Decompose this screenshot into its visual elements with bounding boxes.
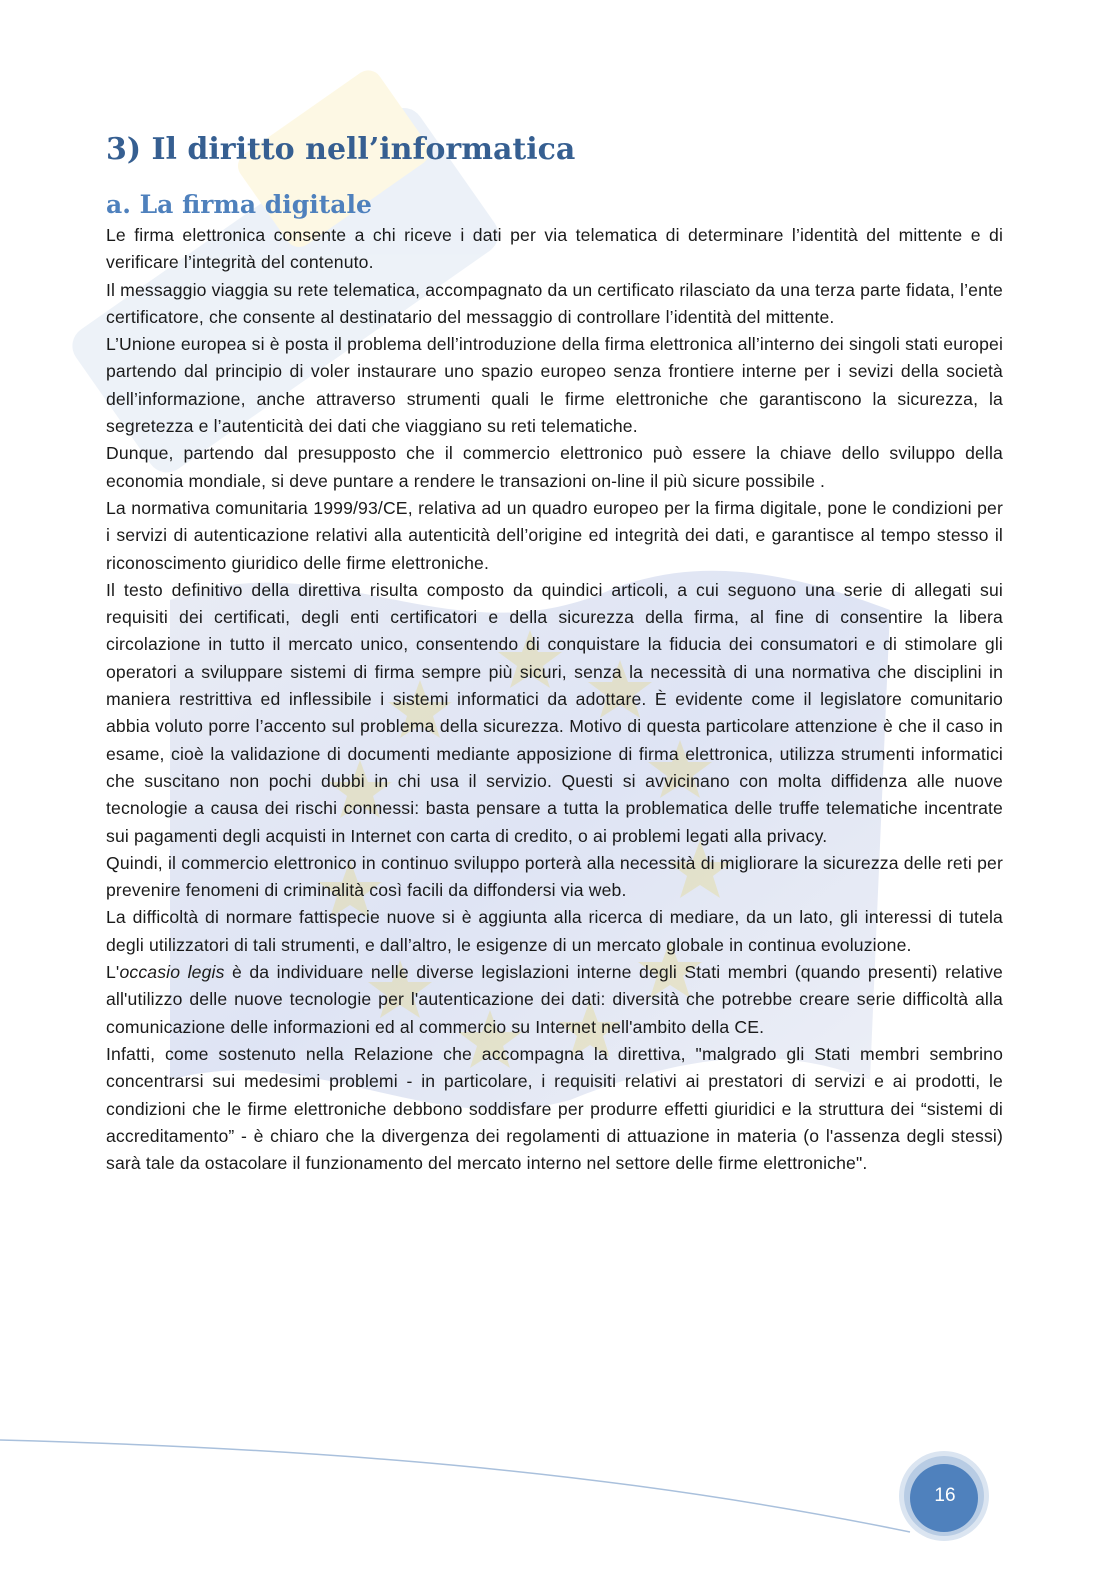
final-paragraph: Infatti, come sostenuto nella Relazione che accompagna la direttiva, "malgrado gli Stati membri sembrino concentrarsi sui medesimi problemi - in particolare, i requisiti relativi ai prestatori di servizi e ai prodotti, le condizioni che le firme elettroniche debbono soddisfare per produrre effetti giuridici e la struttura dei “sistemi di accreditamento” - è chiaro che la divergenza dei regolamenti di attuazione in materia (o l'assenza degli stessi) sarà tale da ostacolare il funzionamento del mercato interno nel settore delle firme elettroniche". [106, 1043, 1003, 1174]
occasio-legis-paragraph [106, 959, 1003, 1041]
document-body [106, 128, 1003, 1177]
paragraph: La normativa comunitaria 1999/93/CE, relativa ad un quadro europeo per la firma digitale, pone le condizioni per i servizi di autenticazione relativi alla autenticità dell’origine ed integrità dei dati, e garantisce al tempo stesso il riconoscimento giuridico delle firme elettroniche. [106, 497, 1003, 573]
occasio-legis-term: occasio legis [119, 962, 225, 983]
occasio-rest: è da individuare nelle diverse legislazioni interne degli Stati membri (quando presenti) relative all'utilizzo delle nuove tecnologie per l'autenticazione dei dati: diversità che potrebbe creare serie difficoltà alla comunicazione delle informazioni ed al commercio su Internet nell'ambito della CE. [106, 962, 1003, 1037]
paragraph: Dunque, partendo dal presupposto che il commercio elettronico può essere la chiave dello sviluppo della economia mondiale, si deve puntare a rendere le transazioni on-line il più sicure possibile . [106, 443, 1003, 491]
paragraph: Quindi, il commercio elettronico in continuo sviluppo porterà alla necessità di migliorare la sicurezza delle reti per prevenire fenomeni di criminalità così facili da diffondersi via web. [106, 852, 1003, 901]
occasio-prefix: L' [106, 962, 120, 983]
paragraph: Il messaggio viaggia su rete telematica, accompagnato da un certificato rilasciato da una terza parte fidata, l’ente certificatore, che consente al destinatario del messaggio di controllare l’identità del mittente. [106, 279, 1003, 327]
paragraph: Il testo definitivo della direttiva risulta composto da quindici articoli, a cui seguono una serie di allegati sui requisiti dei certificati, degli enti certificatori e della sicurezza della firma, al fine di consentire la libera circolazione in tutto il mercato unico, consentendo di conquistare la fiducia dei consumatori e di stimolare gli operatori a sviluppare sistemi di firma sempre più sicuri, senza la necessità di una normativa che disciplini in maniera restrittiva ed inflessibile i sistemi informatici da adottare. È evidente come il legislatore comunitario abbia voluto porre l’accento sul problema della sicurezza. Motivo di questa particolare attenzione è che il caso in esame, cioè la validazione di documenti mediante apposizione di firma elettronica, utilizza strumenti informatici che suscitano non pochi dubbi in chi usa il servizio. Questi si avvicinano con molta diffidenza alle nuove tecnologie a causa dei rischi connessi: basta pensare a tutta la problematica delle truffe telematiche incentrate sui pagamenti degli acquisti in Internet con carta di credito, o ai problemi legati alla privacy. [106, 579, 1003, 846]
page-number: 16 [934, 1485, 956, 1506]
subsection-heading: a. La firma digitale [106, 190, 372, 219]
paragraph: La difficoltà di normare fattispecie nuove si è aggiunta alla ricerca di mediare, da un lato, gli interessi di tutela degli utilizzatori di tali strumenti, e dall’altro, le esigenze di un mercato globale in continua evoluzione. [106, 907, 1003, 955]
section-heading: 3) Il diritto nell’informatica [106, 132, 576, 167]
paragraph: L’Unione europea si è posta il problema dell’introduzione della firma elettronica all’interno dei singoli stati europei partendo dal principio di voler instaurare uno spazio europeo senza frontiere interne per i sevizi della società dell’informazione, anche attraverso strumenti quali le firme elettroniche che garantiscono la sicurezza, la segretezza e l’autenticità dei dati che viaggiano su reti telematiche. [106, 334, 1003, 437]
paragraph: Le firma elettronica consente a chi riceve i dati per via telematica di determinare l’identità del mittente e di verificare l’integrità del contenuto. [106, 225, 1003, 273]
